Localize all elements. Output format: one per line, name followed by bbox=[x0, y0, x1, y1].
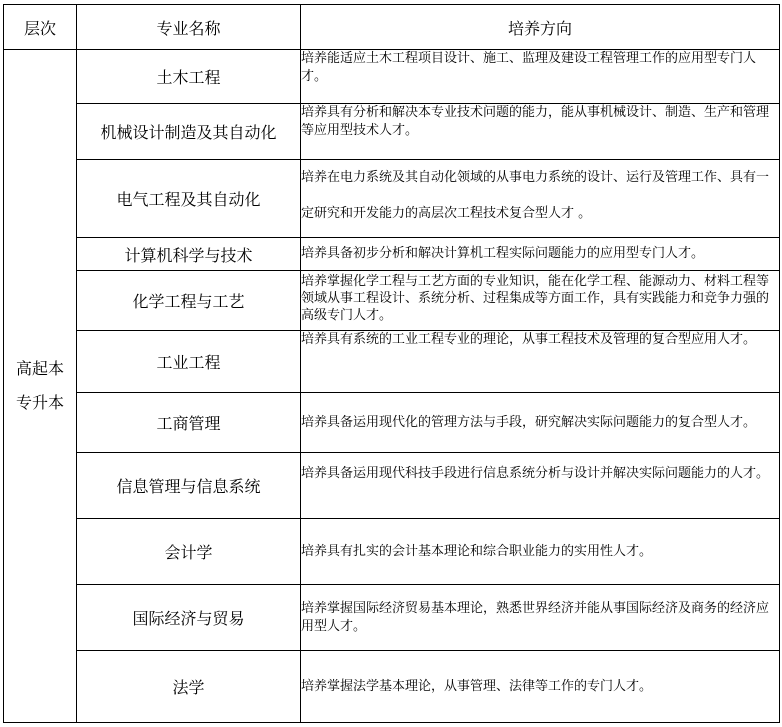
major-name: 会计学 bbox=[77, 519, 301, 585]
major-direction: 培养掌握国际经济贸易基本理论，熟悉世界经济并能从事国际经济及商务的经济应用型人才。 bbox=[301, 585, 780, 651]
major-direction: 培养掌握法学基本理论，从事管理、法律等工作的专门人才。 bbox=[301, 651, 780, 723]
table-row bbox=[4, 271, 780, 331]
table-row bbox=[4, 104, 780, 160]
major-name: 计算机科学与技术 bbox=[77, 238, 301, 271]
header-row bbox=[4, 5, 780, 50]
major-direction: 培养具有扎实的会计基本理论和综合职业能力的实用性人才。 bbox=[301, 519, 780, 585]
major-direction: 培养具备运用现代化的管理方法与手段，研究解决实际问题能力的复合型人才。 bbox=[301, 393, 780, 453]
table-row bbox=[4, 651, 780, 723]
major-name: 电气工程及其自动化 bbox=[77, 160, 301, 238]
header-major: 专业名称 bbox=[77, 5, 301, 50]
major-direction: 培养具备初步分析和解决计算机工程实际问题能力的应用型专门人才。 bbox=[301, 238, 780, 271]
major-name: 法学 bbox=[77, 651, 301, 723]
table-row bbox=[4, 585, 780, 651]
major-direction: 培养具备运用现代科技手段进行信息系统分析与设计并解决实际问题能力的人才。 bbox=[301, 453, 780, 519]
table-row bbox=[4, 238, 780, 271]
major-name: 国际经济与贸易 bbox=[77, 585, 301, 651]
table-row bbox=[4, 393, 780, 453]
major-direction: 培养具有系统的工业工程专业的理论，从事工程技术及管理的复合型应用人才。 bbox=[301, 331, 780, 393]
major-direction: 培养能适应土木工程项目设计、施工、监理及建设工程管理工作的应用型专门人才。 bbox=[301, 50, 780, 104]
header-direction: 培养方向 bbox=[301, 5, 780, 50]
major-name: 工业工程 bbox=[77, 331, 301, 393]
major-name: 机械设计制造及其自动化 bbox=[77, 104, 301, 160]
level-label: 高起本 bbox=[15, 359, 64, 378]
table-row bbox=[4, 160, 780, 238]
table-row bbox=[4, 50, 780, 104]
level-label: 专升本 bbox=[15, 393, 64, 412]
major-direction: 培养掌握化学工程与工艺方面的专业知识，能在化学工程、能源动力、材料工程等领域从事工程设计、系统分析、过程集成等方面工作，具有实践能力和竞争力强的高级专门人才。 bbox=[301, 271, 780, 331]
table-row bbox=[4, 519, 780, 585]
header-level: 层次 bbox=[4, 5, 77, 50]
major-name: 化学工程与工艺 bbox=[77, 271, 301, 331]
major-direction: 培养在电力系统及其自动化领域的从事电力系统的设计、运行及管理工作、具有一定研究和开发能力的高层次工程技术复合型人才 。 bbox=[301, 160, 780, 238]
table-row bbox=[4, 331, 780, 393]
level-cell bbox=[4, 50, 77, 723]
major-name: 土木工程 bbox=[77, 50, 301, 104]
major-direction: 培养具有分析和解决本专业技术问题的能力，能从事机械设计、制造、生产和管理等应用型技术人才。 bbox=[301, 104, 780, 160]
major-name: 信息管理与信息系统 bbox=[77, 453, 301, 519]
programs-table bbox=[3, 4, 780, 723]
major-name: 工商管理 bbox=[77, 393, 301, 453]
table-row bbox=[4, 453, 780, 519]
